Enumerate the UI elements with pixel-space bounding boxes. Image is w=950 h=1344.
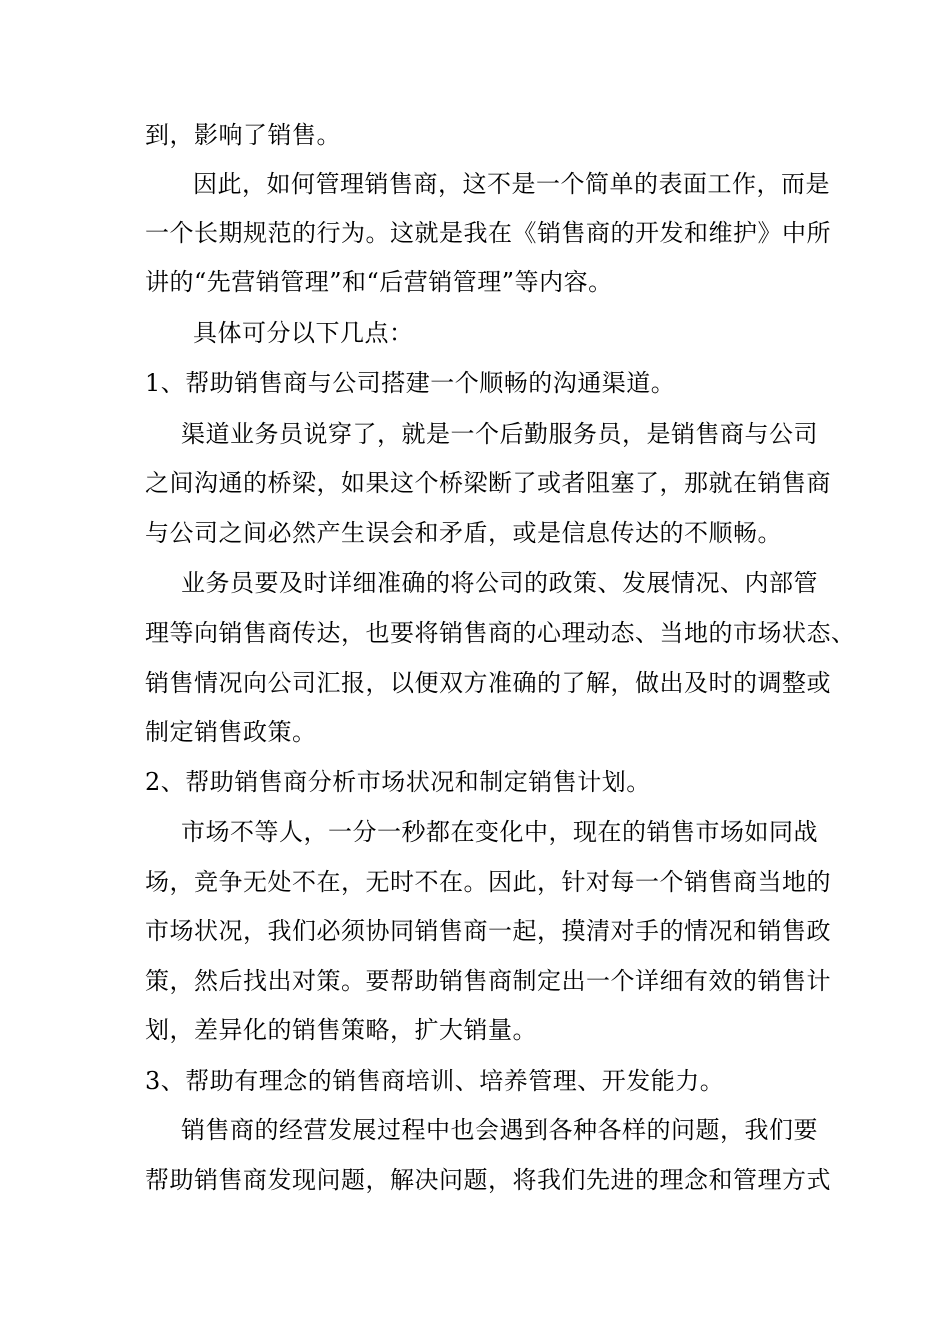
text-line: 市场不等人，一分一秒都在变化中，现在的销售市场如同战: [181, 818, 818, 846]
text-line: 具体可分以下几点：: [193, 319, 414, 347]
text-line: 制定销售政策。: [145, 718, 317, 746]
text-line: 因此，如何管理销售商，这不是一个简单的表面工作，而是: [193, 170, 830, 198]
text-line: 理等向销售商传达，也要将销售商的心理动态、当地的市场状态、: [145, 619, 856, 647]
text-line: 销售商的经营发展过程中也会遇到各种各样的问题，我们要: [181, 1116, 818, 1144]
text-line: 渠道业务员说穿了，就是一个后勤服务员，是销售商与公司: [181, 420, 818, 448]
text-line: 策，然后找出对策。要帮助销售商制定出一个详细有效的销售计: [145, 967, 831, 995]
text-line: 到，影响了销售。: [145, 121, 341, 149]
text-line: 划，差异化的销售策略，扩大销量。: [145, 1016, 537, 1044]
text-line: 讲的“先营销管理”和“后营销管理”等内容。: [145, 268, 613, 296]
text-line: 销售情况向公司汇报，以便双方准确的了解，做出及时的调整或: [145, 669, 831, 697]
text-line: 业务员要及时详细准确的将公司的政策、发展情况、内部管: [181, 569, 818, 597]
text-line: 帮助销售商发现问题，解决问题，将我们先进的理念和管理方式: [145, 1166, 831, 1194]
text-line: 场，竞争无处不在，无时不在。因此，针对每一个销售商当地的: [145, 868, 831, 896]
text-line: 市场状况，我们必须协同销售商一起，摸清对手的情况和销售政: [145, 917, 831, 945]
text-line: 之间沟通的桥梁，如果这个桥梁断了或者阻塞了，那就在销售商: [145, 469, 831, 497]
text-line: 一个长期规范的行为。这就是我在《销售商的开发和维护》中所: [145, 219, 831, 247]
list-heading: 3、帮助有理念的销售商培训、培养管理、开发能力。: [145, 1067, 725, 1095]
text-line: 与公司之间必然产生误会和矛盾，或是信息传达的不顺畅。: [145, 519, 782, 547]
list-heading: 2、帮助销售商分析市场状况和制定销售计划。: [145, 768, 651, 796]
list-heading: 1、帮助销售商与公司搭建一个顺畅的沟通渠道。: [145, 369, 676, 397]
